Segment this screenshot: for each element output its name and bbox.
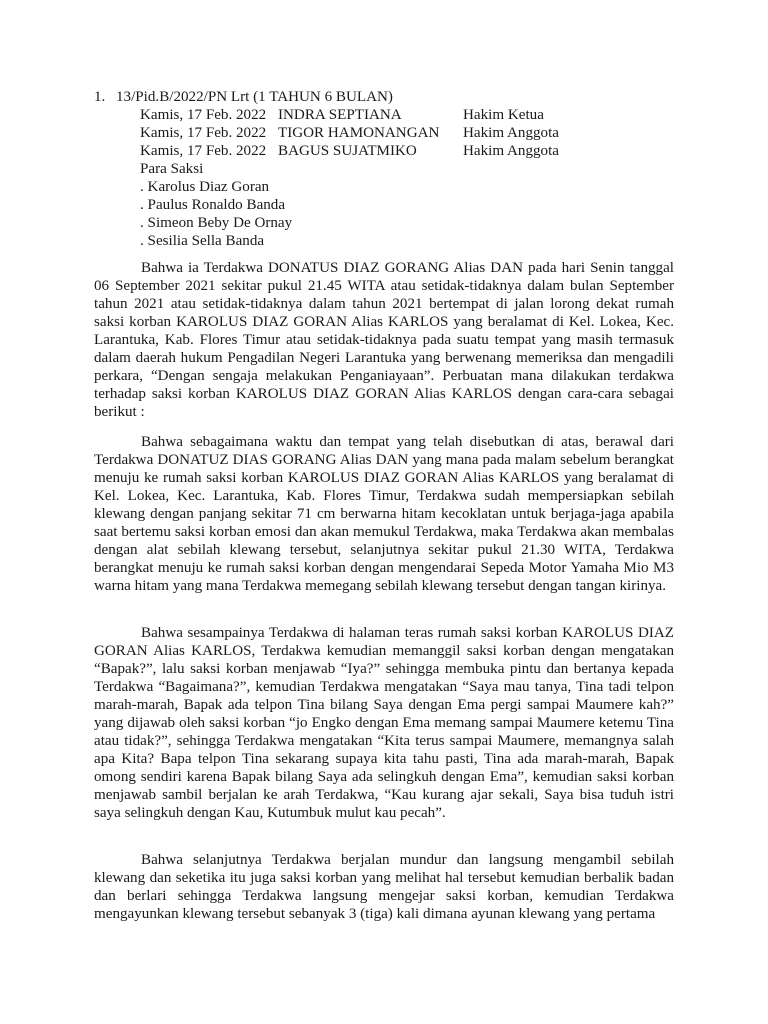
body-paragraph: Bahwa sesampainya Terdakwa di halaman teras rumah saksi korban KAROLUS DIAZ GORAN Alias KARLOS, Terdakwa kemudian memanggil saksi korban dengan mengatakan “Bapak?”, lalu saksi korban menjawab “Iya?” sehingga membuka pintu dan bertanya kepada Terdakwa “Bagaimana?”, kemudian Terdakwa mengatakan “Saya mau tanya, Tina tadi telpon marah-marah, Bapak ada telpon Tina bilang Saya dengan Ema pergi sampai Maumere kah?” yang dijawab oleh saksi korban “jo Engko dengan Ema memang sampai Maumere ketemu Tina atau tidak?”, sehingga Terdakwa mengatakan “Kita terus sampai Maumere, memangnya salah apa Kita? Bapa telpon Tina sekarang supaya kita tahu pasti, Tina ada marah-marah, Bapak omong sendiri karena Bapak bilang Saya ada selingkuh dengan Ema”, kemudian saksi korban menjawab sambil berjalan ke arah Terdakwa, “Kau kurang ajar sekali, Saya bisa tuduh istri saya selingkuh dengan Kau, Kutumbuk mulut kau pecah”.: [94, 625, 674, 822]
judge-role: Hakim Ketua: [463, 107, 544, 123]
witness-item: . Simeon Beby De Ornay: [140, 215, 293, 231]
judge-row: [140, 142, 580, 160]
judge-row: [140, 124, 580, 142]
judge-name: BAGUS SUJATMIKO: [278, 143, 417, 159]
body-paragraph: Bahwa selanjutnya Terdakwa berjalan mundur dan langsung mengambil sebilah klewang dan seketika itu juga saksi korban yang melihat hal tersebut kemudian berbalik badan dan berlari sehingga Terdakwa langsung mengejar saksi korban, kemudian Terdakwa mengayunkan klewang tersebut sebanyak 3 (tiga) kali dimana ayunan klewang yang pertama: [94, 852, 674, 923]
witness-item: . Karolus Diaz Goran: [140, 179, 270, 195]
hearing-date: Kamis, 17 Feb. 2022: [140, 125, 267, 141]
case-list-number: 1.: [94, 89, 106, 105]
witness-list: [140, 178, 292, 250]
judge-name: INDRA SEPTIANA: [278, 107, 402, 123]
judge-row: [140, 106, 580, 124]
hearing-date: Kamis, 17 Feb. 2022: [140, 107, 267, 123]
judge-role: Hakim Anggota: [463, 143, 560, 159]
judge-name: TIGOR HAMONANGAN: [278, 125, 440, 141]
body-paragraph: Bahwa ia Terdakwa DONATUS DIAZ GORANG Alias DAN pada hari Senin tanggal 06 September 2021 sekitar pukul 21.45 WITA atau setidak-tidaknya dalam bulan September tahun 2021 atau setidak-tidaknya dalam tahun 2021 bertempat di jalan lorong dekat rumah saksi korban KAROLUS DIAZ GORAN Alias KARLOS yang beralamat di Kel. Lokea, Kec. Larantuka, Kab. Flores Timur atau setidak-tidaknya pada suatu tempat yang masih termasuk dalam daerah hukum Pengadilan Negeri Larantuka yang berwenang memeriksa dan mengadili perkara, “Dengan sengaja melakukan Penganiayaan”. Perbuatan mana dilakukan terdakwa terhadap saksi korban KAROLUS DIAZ GORAN Alias KARLOS dengan cara-cara sebagai berikut :: [94, 260, 674, 421]
body-paragraph: Bahwa sebagaimana waktu dan tempat yang telah disebutkan di atas, berawal dari Terdakwa DONATUZ DIAS GORANG Alias DAN yang mana pada malam sebelum berangkat menuju ke rumah saksi korban KAROLUS DIAZ GORAN Alias KARLOS yang beralamat di Kel. Lokea, Kec. Larantuka, Kab. Flores Timur, Terdakwa sudah mempersiapkan sebilah klewang dengan panjang sekitar 71 cm berwarna hitam kecoklatan untuk berjaga-jaga apabila saat bertemu saksi korban emosi dan akan memukul Terdakwa, maka Terdakwa akan membalas dengan alat sebilah klewang tersebut, selanjutnya sekitar pukul 21.30 WITA, Terdakwa berangkat menuju ke rumah saksi korban dengan mengendarai Sepeda Motor Yamaha Mio M3 warna hitam yang mana Terdakwa memegang sebilah klewang tersebut dengan tangan kirinya.: [94, 434, 674, 595]
witness-item: . Paulus Ronaldo Banda: [140, 197, 286, 213]
witness-item: . Sesilia Sella Banda: [140, 233, 265, 249]
hearing-date: Kamis, 17 Feb. 2022: [140, 143, 267, 159]
judge-role: Hakim Anggota: [463, 125, 560, 141]
case-title: 13/Pid.B/2022/PN Lrt (1 TAHUN 6 BULAN): [116, 89, 393, 105]
witnesses-heading: Para Saksi: [140, 161, 204, 177]
